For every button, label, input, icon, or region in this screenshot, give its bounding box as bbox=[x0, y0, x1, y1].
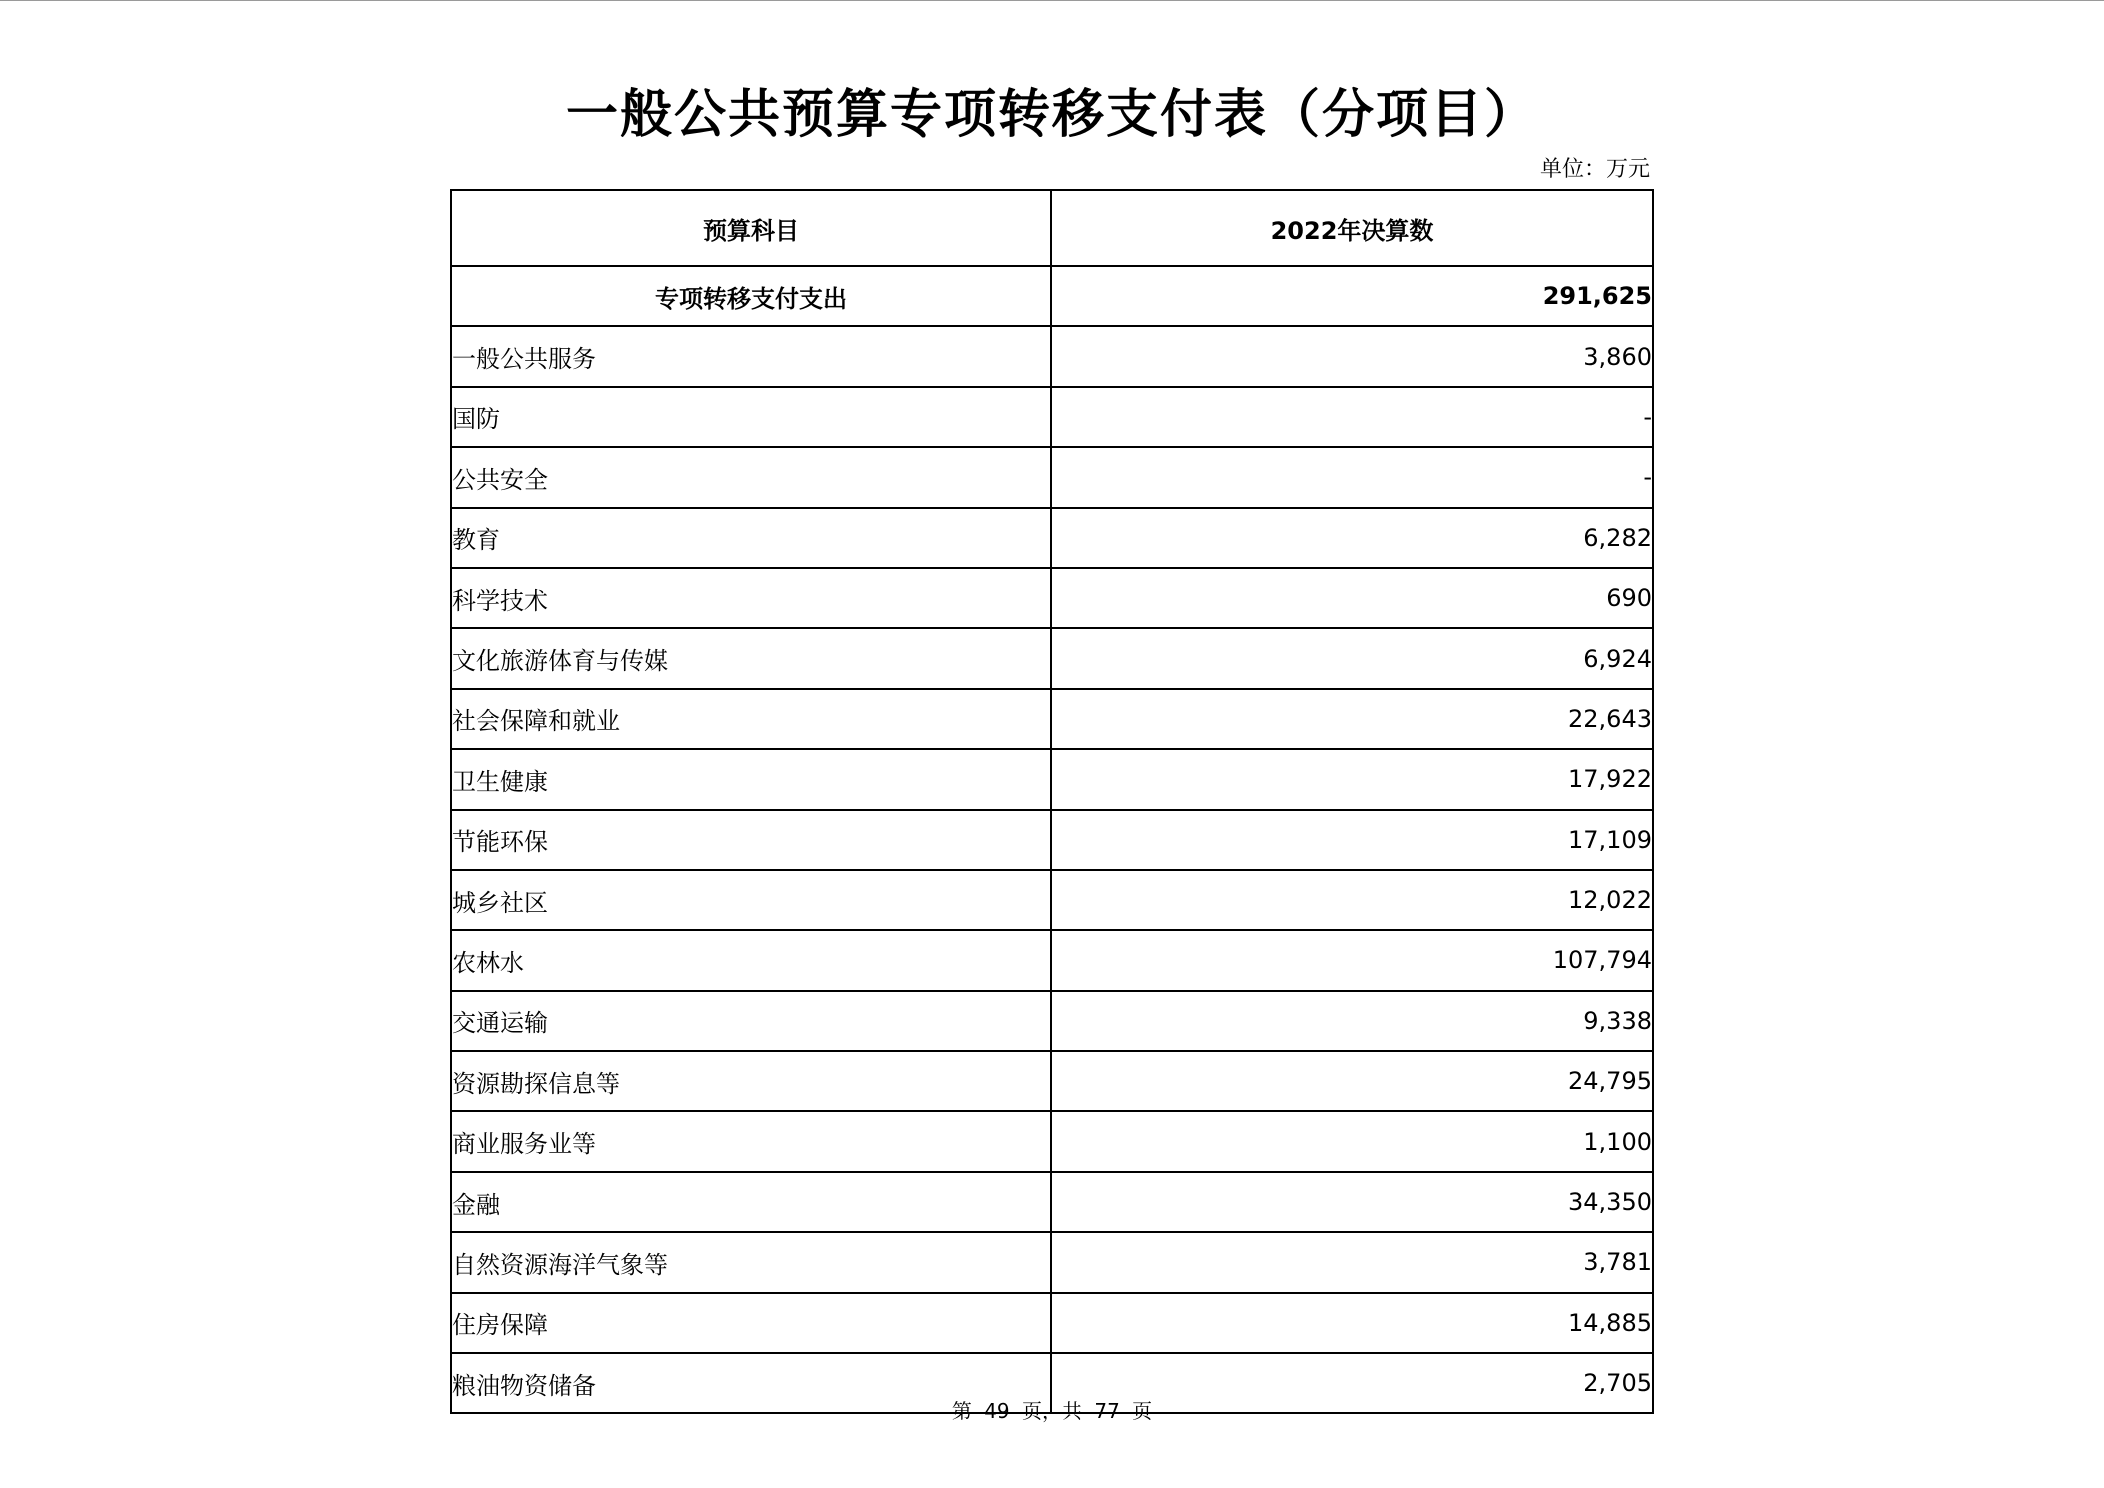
row-subject: 国防 bbox=[451, 387, 1051, 447]
column-header-amount: 2022年决算数 bbox=[1051, 190, 1653, 266]
table-row bbox=[451, 508, 1653, 568]
table-row bbox=[451, 628, 1653, 688]
table-row bbox=[451, 749, 1653, 809]
row-subject: 资源勘探信息等 bbox=[451, 1051, 1051, 1111]
table-row bbox=[451, 326, 1653, 386]
table-row bbox=[451, 1172, 1653, 1232]
row-amount: 3,860 bbox=[1051, 326, 1653, 386]
table-row bbox=[451, 689, 1653, 749]
unit-label: 单位：万元 bbox=[1539, 157, 1650, 182]
budget-table bbox=[450, 189, 1654, 1414]
row-subject: 金融 bbox=[451, 1172, 1051, 1232]
row-amount: 17,922 bbox=[1051, 749, 1653, 809]
row-subject: 教育 bbox=[451, 508, 1051, 568]
row-amount: 690 bbox=[1051, 568, 1653, 628]
total-row bbox=[451, 266, 1653, 326]
table-row bbox=[451, 447, 1653, 507]
row-amount: 9,338 bbox=[1051, 991, 1653, 1051]
row-amount: 12,022 bbox=[1051, 870, 1653, 930]
row-amount: 14,885 bbox=[1051, 1293, 1653, 1353]
row-amount: 6,282 bbox=[1051, 508, 1653, 568]
row-amount: 107,794 bbox=[1051, 930, 1653, 990]
row-subject: 公共安全 bbox=[451, 447, 1051, 507]
row-subject: 社会保障和就业 bbox=[451, 689, 1051, 749]
table-row bbox=[451, 1111, 1653, 1171]
row-subject: 卫生健康 bbox=[451, 749, 1051, 809]
row-amount: - bbox=[1051, 387, 1653, 447]
page-number: 第 49 页，共 77 页 bbox=[951, 1399, 1153, 1423]
table-row bbox=[451, 930, 1653, 990]
table-row bbox=[451, 1232, 1653, 1292]
table-header-row bbox=[451, 190, 1653, 266]
table-row bbox=[451, 870, 1653, 930]
table-body bbox=[451, 266, 1653, 1413]
row-subject: 城乡社区 bbox=[451, 870, 1051, 930]
row-subject: 住房保障 bbox=[451, 1293, 1051, 1353]
row-amount: - bbox=[1051, 447, 1653, 507]
row-amount: 34,350 bbox=[1051, 1172, 1653, 1232]
column-header-subject: 预算科目 bbox=[451, 190, 1051, 266]
total-value: 291,625 bbox=[1051, 266, 1653, 326]
table-row bbox=[451, 1051, 1653, 1111]
table-row bbox=[451, 1293, 1653, 1353]
page-title: 一般公共预算专项转移支付表（分项目） bbox=[565, 85, 1538, 145]
row-amount: 6,924 bbox=[1051, 628, 1653, 688]
row-amount: 3,781 bbox=[1051, 1232, 1653, 1292]
table-row bbox=[451, 810, 1653, 870]
row-subject: 交通运输 bbox=[451, 991, 1051, 1051]
row-subject: 自然资源海洋气象等 bbox=[451, 1232, 1051, 1292]
row-amount: 1,100 bbox=[1051, 1111, 1653, 1171]
row-subject: 节能环保 bbox=[451, 810, 1051, 870]
row-amount: 2,705 bbox=[1051, 1353, 1653, 1413]
row-amount: 24,795 bbox=[1051, 1051, 1653, 1111]
row-subject: 粮油物资储备 bbox=[451, 1353, 1051, 1413]
total-label: 专项转移支付支出 bbox=[451, 266, 1051, 326]
row-amount: 17,109 bbox=[1051, 810, 1653, 870]
row-subject: 农林水 bbox=[451, 930, 1051, 990]
row-subject: 科学技术 bbox=[451, 568, 1051, 628]
row-subject: 商业服务业等 bbox=[451, 1111, 1051, 1171]
row-subject: 一般公共服务 bbox=[451, 326, 1051, 386]
table-row bbox=[451, 568, 1653, 628]
table-row bbox=[451, 387, 1653, 447]
row-amount: 22,643 bbox=[1051, 689, 1653, 749]
table-row bbox=[451, 991, 1653, 1051]
row-subject: 文化旅游体育与传媒 bbox=[451, 628, 1051, 688]
